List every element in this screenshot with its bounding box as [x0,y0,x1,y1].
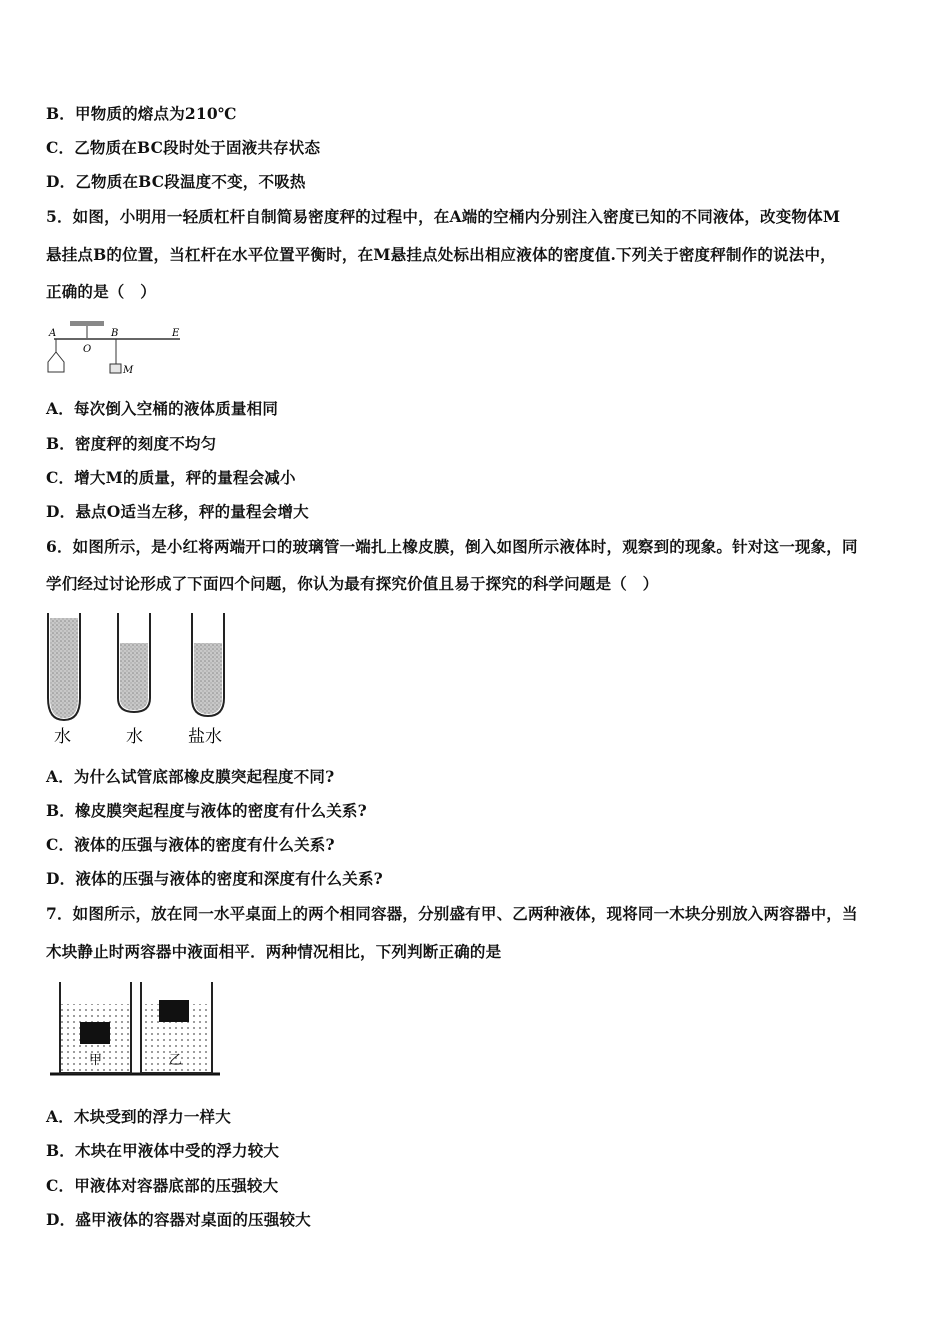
tube-3-label: 盐水 [188,727,222,747]
label-o: O [83,344,92,355]
q6-option-d: D．液体的压强与液体的密度和深度有什么关系? [46,869,383,888]
test-tubes-figure [40,608,240,750]
q6-stem-line-1: 6．如图所示，是小红将两端开口的玻璃管一端扎上橡皮膜，倒入如图所示液体时，观察到的现象。针对这一现象，同 [46,537,858,556]
tube-2 [118,613,150,712]
q5-option-d: D．悬点O适当左移，秤的量程会增大 [46,502,309,521]
q7-stem-line-2: 木块静止时两容器中液面相平．两种情况相比，下列判断正确的是 [46,942,502,961]
lever-density-scale-figure [44,318,194,382]
tube-1 [48,613,80,720]
label-b: B [111,328,119,339]
q7-option-a: A．木块受到的浮力一样大 [46,1107,231,1126]
m-block [110,364,121,373]
label-e: E [172,328,180,339]
q4-option-b: B．甲物质的熔点为210℃ [46,104,237,123]
ceiling-support [70,321,104,326]
q5-stem-line-1: 5．如图，小明用一轻质杠杆自制简易密度秤的过程中，在A端的空桶内分别注入密度已知的不同液体，改变物体M [46,207,841,226]
q6-option-a: A．为什么试管底部橡皮膜突起程度不同? [46,767,335,786]
q4-option-d: D．乙物质在BC段温度不变，不吸热 [46,172,306,191]
q5-option-c: C．增大M的质量，秤的量程会减小 [46,468,296,487]
tube-3 [192,613,224,716]
tube-1-label: 水 [54,727,71,747]
wood-block-yi [159,1000,189,1022]
q5-stem-line-2: 悬挂点B的位置，当杠杆在水平位置平衡时，在M悬挂点处标出相应液体的密度值.下列关于密度秤制作的说法中， [46,245,836,264]
label-a: A [49,328,57,339]
tube-2-label: 水 [126,727,143,747]
q7-option-c: C．甲液体对容器底部的压强较大 [46,1176,279,1195]
q6-stem-line-2: 学们经过讨论形成了下面四个问题，你认为最有探究价值且易于探究的科学问题是（ ） [46,574,659,593]
q5-stem-line-3: 正确的是（ ） [46,282,156,301]
containers-figure [48,978,228,1082]
label-m: M [123,365,134,376]
q7-option-b: B．木块在甲液体中受的浮力较大 [46,1141,280,1160]
q6-option-b: B．橡皮膜突起程度与液体的密度有什么关系? [46,801,367,820]
bucket-shape [48,352,64,372]
q7-option-d: D．盛甲液体的容器对桌面的压强较大 [46,1210,311,1229]
container-yi-label: 乙 [169,1053,183,1068]
q5-option-a: A．每次倒入空桶的液体质量相同 [46,399,279,418]
q7-stem-line-1: 7．如图所示，放在同一水平桌面上的两个相同容器，分别盛有甲、乙两种液体，现将同一木块分别放入两容器中，当 [46,904,858,923]
q4-option-c: C．乙物质在BC段时处于固液共存状态 [46,138,321,157]
q5-option-b: B．密度秤的刻度不均匀 [46,434,217,453]
wood-block-jia [80,1022,110,1044]
container-jia-label: 甲 [89,1053,103,1068]
q6-option-c: C．液体的压强与液体的密度有什么关系? [46,835,335,854]
